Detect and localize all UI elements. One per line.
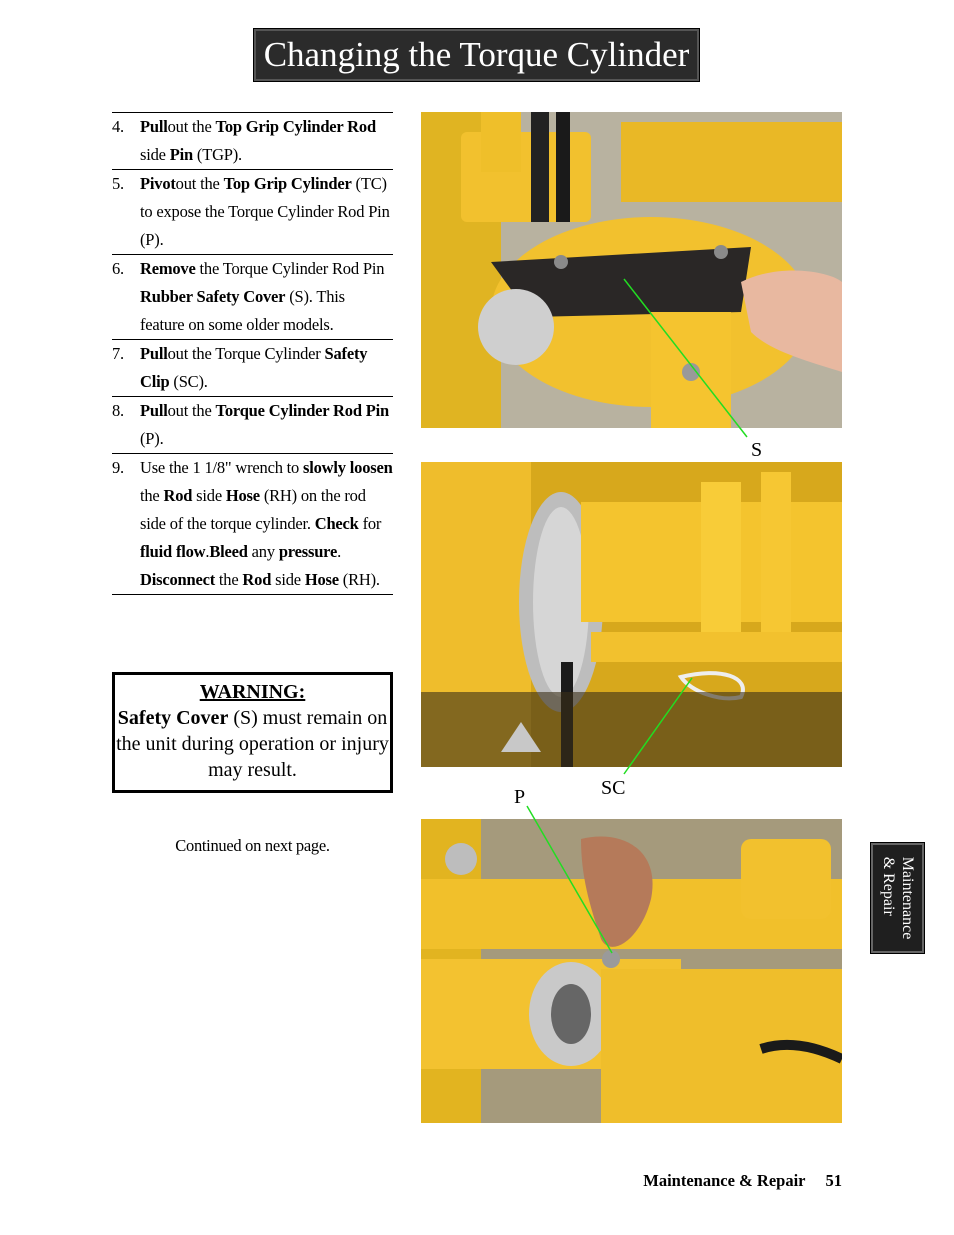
step-text-span: the (140, 486, 164, 505)
step-number: 5. (112, 174, 124, 193)
step-text-span: for (358, 514, 382, 533)
step-text-bold: Rubber Safety Cover (140, 287, 286, 306)
step-text-span: (SC). (169, 372, 208, 391)
step-text-span: the (215, 570, 243, 589)
step-text-bold: Disconnect (140, 570, 215, 589)
step-text-span: (S). This feature on some older models. (140, 287, 345, 334)
section-tab-label: Maintenance & Repair (879, 856, 916, 940)
step-text-bold: Hose (225, 486, 260, 505)
step-text-bold: Rod (163, 486, 193, 505)
step-text-span: . (205, 542, 210, 561)
photo-rod-pin (421, 819, 842, 1123)
step-number: 8. (112, 401, 124, 420)
step-text-bold: Pull (140, 344, 168, 363)
step-text-bold: Remove (140, 259, 196, 278)
step-text-bold: Hose (304, 570, 339, 589)
step-text-span: side (271, 570, 305, 589)
step-text-span: (P). (140, 429, 164, 448)
step-text-bold: Top Grip Cylinder (223, 174, 352, 193)
step-item (112, 339, 393, 396)
warning-heading: WARNING: (199, 681, 306, 703)
step-text-bold: Pivot (140, 174, 176, 193)
steps-list (112, 112, 393, 595)
step-text-span: out the Torque Cylinder (167, 344, 325, 363)
photo-safety-cover (421, 112, 842, 428)
step-text-span: side (192, 486, 226, 505)
step-text-span: (TC) to expose the Torque Cylinder Rod Pin (P). (140, 174, 390, 249)
step-text-span: Use the 1 1/8" wrench to (140, 458, 304, 477)
step-text-span: (TGP). (192, 145, 242, 164)
step-text-bold: Pull (140, 401, 168, 420)
step-text-span: side (140, 145, 170, 164)
callout-s: S (751, 439, 763, 461)
step-text-bold: Check (314, 514, 359, 533)
step-text-bold: Rod (242, 570, 272, 589)
step-text (140, 454, 393, 594)
step-text-span: the Torque Cylinder Rod Pin (195, 259, 385, 278)
step-item (112, 396, 393, 453)
step-text-bold: Top Grip Cylinder Rod (215, 117, 376, 136)
step-text-bold: slowly loosen (303, 458, 393, 477)
step-text-bold: fluid flow (140, 542, 206, 561)
callout-sc: SC (601, 777, 626, 799)
step-text (140, 255, 393, 339)
callout-p: P (514, 786, 526, 808)
step-text-span: (RH). (338, 570, 380, 589)
page-title: Changing the Torque Cylinder (253, 28, 700, 82)
page-footer (643, 1171, 842, 1191)
step-number: 4. (112, 117, 124, 136)
step-text-bold: Bleed (209, 542, 248, 561)
warning-rest: (S) must remain on the unit during operation or injury may result. (116, 707, 389, 781)
footer-section: Maintenance & Repair (643, 1171, 806, 1190)
step-text (140, 170, 393, 254)
warning-bold: Safety Cover (117, 707, 229, 729)
step-number: 9. (112, 458, 124, 477)
step-item (112, 254, 393, 339)
warning-text (115, 705, 390, 783)
step-number: 7. (112, 344, 124, 363)
step-text (140, 397, 393, 453)
step-text-span: . (337, 542, 342, 561)
step-text-bold: Pin (169, 145, 193, 164)
step-text-bold: Safety Clip (140, 344, 368, 391)
step-text (140, 113, 393, 169)
continued-note: Continued on next page. (175, 836, 330, 855)
step-text-bold: Torque Cylinder Rod Pin (215, 401, 389, 420)
step-text-bold: pressure (278, 542, 338, 561)
step-text-span: out the (167, 401, 216, 420)
step-text-span: any (247, 542, 279, 561)
step-text (140, 340, 393, 396)
page-number: 51 (825, 1171, 842, 1190)
step-text-span: out the (167, 117, 216, 136)
step-text-span: (RH) on the rod side of the torque cylinder. (140, 486, 366, 533)
photo-safety-clip (421, 462, 842, 767)
step-number: 6. (112, 259, 124, 278)
step-text-span: out the (175, 174, 224, 193)
step-text-bold: Pull (140, 117, 168, 136)
warning-box (112, 672, 393, 793)
step-item (112, 453, 393, 595)
step-item (112, 112, 393, 169)
section-tab (870, 842, 925, 954)
step-item (112, 169, 393, 254)
